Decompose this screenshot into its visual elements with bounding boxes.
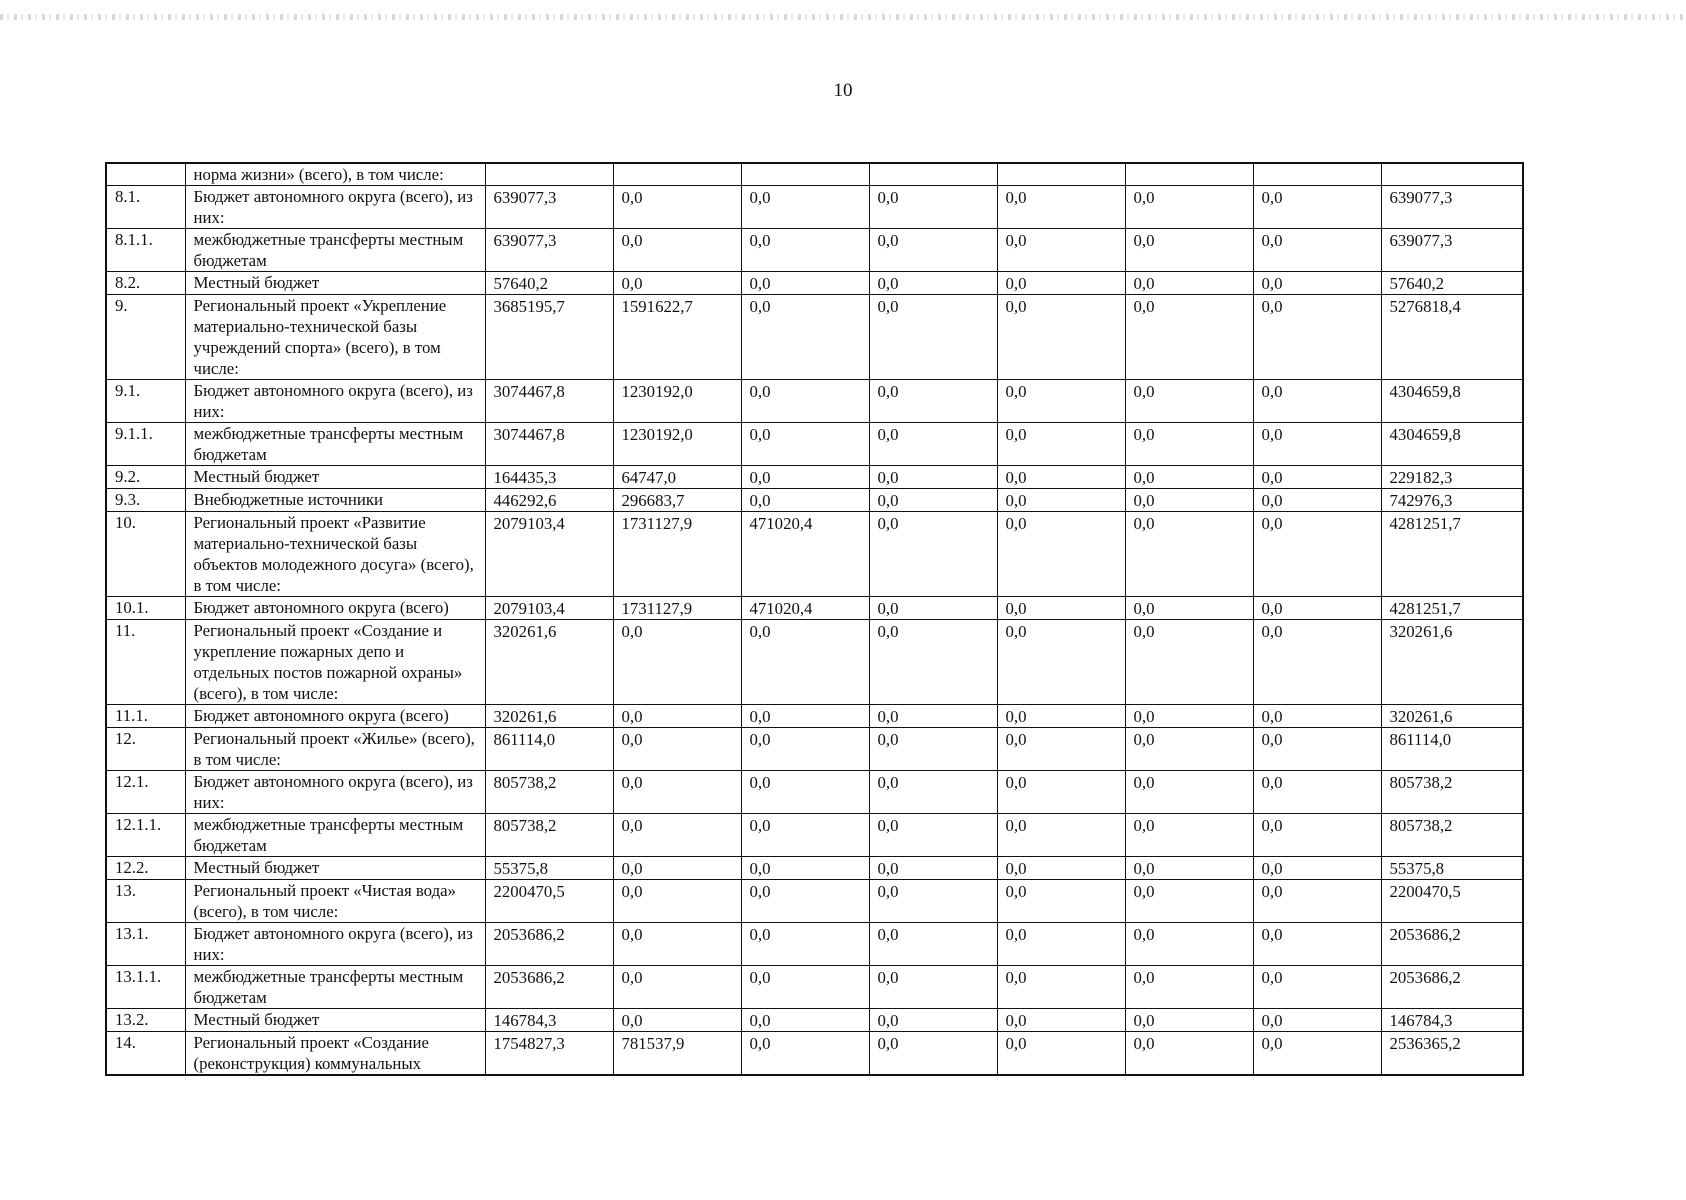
row-name-cell: межбюджетные трансферты местным бюджетам	[185, 966, 485, 1009]
total-value-cell: 639077,3	[1381, 186, 1523, 229]
value-cell: 0,0	[1125, 466, 1253, 489]
value-cell: 0,0	[1125, 857, 1253, 880]
row-number-cell: 9.2.	[106, 466, 185, 489]
value-cell: 0,0	[741, 620, 869, 705]
total-value-cell: 742976,3	[1381, 489, 1523, 512]
total-value-cell: 4304659,8	[1381, 423, 1523, 466]
value-cell: 0,0	[1125, 272, 1253, 295]
value-cell: 0,0	[741, 814, 869, 857]
value-cell: 0,0	[869, 272, 997, 295]
table-row	[106, 597, 1523, 620]
value-cell	[997, 163, 1125, 186]
value-cell: 320261,6	[485, 620, 613, 705]
value-cell: 2079103,4	[485, 512, 613, 597]
value-cell: 0,0	[869, 880, 997, 923]
row-number-cell: 11.	[106, 620, 185, 705]
value-cell: 0,0	[1125, 814, 1253, 857]
value-cell: 0,0	[741, 229, 869, 272]
value-cell: 471020,4	[741, 597, 869, 620]
value-cell: 0,0	[613, 620, 741, 705]
value-cell: 0,0	[613, 814, 741, 857]
value-cell: 0,0	[741, 380, 869, 423]
value-cell: 0,0	[1253, 295, 1381, 380]
value-cell: 0,0	[1253, 771, 1381, 814]
value-cell: 0,0	[869, 512, 997, 597]
total-value-cell: 861114,0	[1381, 728, 1523, 771]
value-cell: 0,0	[741, 423, 869, 466]
row-name-cell: Региональный проект «Создание и укрепление пожарных депо и отдельных постов пожарной охраны» (всего), в том числе:	[185, 620, 485, 705]
value-cell: 805738,2	[485, 814, 613, 857]
row-number-cell: 10.	[106, 512, 185, 597]
value-cell: 0,0	[869, 771, 997, 814]
table-row	[106, 272, 1523, 295]
value-cell: 0,0	[869, 923, 997, 966]
value-cell: 0,0	[869, 489, 997, 512]
value-cell: 0,0	[997, 466, 1125, 489]
value-cell: 0,0	[1125, 880, 1253, 923]
value-cell: 146784,3	[485, 1009, 613, 1032]
value-cell: 0,0	[997, 705, 1125, 728]
row-number-cell: 8.1.1.	[106, 229, 185, 272]
value-cell: 0,0	[869, 186, 997, 229]
value-cell: 0,0	[997, 966, 1125, 1009]
value-cell: 0,0	[1125, 923, 1253, 966]
value-cell: 0,0	[997, 380, 1125, 423]
row-number-cell: 14.	[106, 1032, 185, 1076]
table-row	[106, 857, 1523, 880]
row-number-cell: 13.1.	[106, 923, 185, 966]
value-cell: 639077,3	[485, 186, 613, 229]
row-name-cell: Бюджет автономного округа (всего), из них:	[185, 923, 485, 966]
value-cell: 0,0	[613, 186, 741, 229]
row-number-cell: 12.1.	[106, 771, 185, 814]
value-cell: 0,0	[1125, 1009, 1253, 1032]
row-number-cell: 9.3.	[106, 489, 185, 512]
value-cell: 0,0	[1253, 620, 1381, 705]
value-cell: 0,0	[997, 186, 1125, 229]
value-cell: 55375,8	[485, 857, 613, 880]
value-cell: 0,0	[869, 295, 997, 380]
table-row	[106, 1032, 1523, 1076]
value-cell: 0,0	[869, 466, 997, 489]
row-number-cell: 9.1.1.	[106, 423, 185, 466]
table-row	[106, 163, 1523, 186]
value-cell: 0,0	[997, 295, 1125, 380]
total-value-cell: 805738,2	[1381, 771, 1523, 814]
value-cell: 0,0	[1253, 814, 1381, 857]
value-cell: 0,0	[1125, 728, 1253, 771]
row-name-cell: Бюджет автономного округа (всего), из них:	[185, 380, 485, 423]
row-number-cell	[106, 163, 185, 186]
value-cell: 0,0	[997, 880, 1125, 923]
row-number-cell: 13.	[106, 880, 185, 923]
table-row	[106, 880, 1523, 923]
value-cell: 0,0	[741, 1009, 869, 1032]
value-cell: 0,0	[1125, 295, 1253, 380]
value-cell: 3685195,7	[485, 295, 613, 380]
value-cell: 0,0	[1125, 705, 1253, 728]
row-name-cell: норма жизни» (всего), в том числе:	[185, 163, 485, 186]
value-cell: 296683,7	[613, 489, 741, 512]
value-cell: 0,0	[997, 423, 1125, 466]
value-cell: 164435,3	[485, 466, 613, 489]
total-value-cell: 55375,8	[1381, 857, 1523, 880]
table-row	[106, 423, 1523, 466]
row-name-cell: Местный бюджет	[185, 1009, 485, 1032]
value-cell: 0,0	[997, 814, 1125, 857]
value-cell: 639077,3	[485, 229, 613, 272]
total-value-cell: 320261,6	[1381, 705, 1523, 728]
value-cell: 0,0	[741, 857, 869, 880]
value-cell: 0,0	[1125, 1032, 1253, 1076]
table-row	[106, 966, 1523, 1009]
value-cell: 0,0	[869, 229, 997, 272]
value-cell: 471020,4	[741, 512, 869, 597]
value-cell: 3074467,8	[485, 423, 613, 466]
value-cell: 0,0	[869, 597, 997, 620]
value-cell	[1253, 163, 1381, 186]
value-cell: 0,0	[1125, 186, 1253, 229]
table-row	[106, 186, 1523, 229]
total-value-cell: 2200470,5	[1381, 880, 1523, 923]
row-number-cell: 10.1.	[106, 597, 185, 620]
value-cell: 0,0	[1253, 923, 1381, 966]
row-number-cell: 9.	[106, 295, 185, 380]
value-cell: 805738,2	[485, 771, 613, 814]
value-cell: 0,0	[1253, 597, 1381, 620]
value-cell: 0,0	[613, 272, 741, 295]
value-cell: 0,0	[1253, 229, 1381, 272]
row-name-cell: Региональный проект «Чистая вода» (всего), в том числе:	[185, 880, 485, 923]
value-cell	[485, 163, 613, 186]
value-cell: 0,0	[1125, 597, 1253, 620]
total-value-cell: 4281251,7	[1381, 597, 1523, 620]
total-value-cell: 2536365,2	[1381, 1032, 1523, 1076]
value-cell: 0,0	[613, 857, 741, 880]
value-cell: 0,0	[741, 771, 869, 814]
value-cell: 0,0	[869, 380, 997, 423]
value-cell	[1125, 163, 1253, 186]
table-row	[106, 771, 1523, 814]
table-row	[106, 229, 1523, 272]
value-cell: 0,0	[869, 705, 997, 728]
value-cell: 0,0	[741, 186, 869, 229]
value-cell: 0,0	[869, 857, 997, 880]
total-value-cell	[1381, 163, 1523, 186]
row-name-cell: Региональный проект «Жилье» (всего), в том числе:	[185, 728, 485, 771]
row-number-cell: 11.1.	[106, 705, 185, 728]
value-cell: 2053686,2	[485, 923, 613, 966]
value-cell: 0,0	[613, 728, 741, 771]
value-cell: 0,0	[1253, 1032, 1381, 1076]
table-row	[106, 512, 1523, 597]
row-name-cell: Местный бюджет	[185, 466, 485, 489]
value-cell: 0,0	[1253, 380, 1381, 423]
value-cell: 1230192,0	[613, 380, 741, 423]
value-cell: 0,0	[613, 229, 741, 272]
total-value-cell: 2053686,2	[1381, 923, 1523, 966]
total-value-cell: 57640,2	[1381, 272, 1523, 295]
value-cell: 0,0	[741, 923, 869, 966]
value-cell: 0,0	[741, 489, 869, 512]
table-row	[106, 705, 1523, 728]
value-cell: 0,0	[997, 512, 1125, 597]
value-cell: 2053686,2	[485, 966, 613, 1009]
value-cell: 0,0	[869, 728, 997, 771]
budget-table-container	[105, 162, 1522, 1076]
value-cell: 1754827,3	[485, 1032, 613, 1076]
value-cell: 0,0	[741, 880, 869, 923]
value-cell: 0,0	[997, 229, 1125, 272]
total-value-cell: 805738,2	[1381, 814, 1523, 857]
value-cell: 0,0	[741, 272, 869, 295]
value-cell: 0,0	[997, 1032, 1125, 1076]
value-cell: 0,0	[1253, 705, 1381, 728]
value-cell: 0,0	[1253, 272, 1381, 295]
row-name-cell: Региональный проект «Укрепление материально-технической базы учреждений спорта» (всего), в том числе:	[185, 295, 485, 380]
row-name-cell: Внебюджетные источники	[185, 489, 485, 512]
value-cell: 1731127,9	[613, 597, 741, 620]
value-cell: 446292,6	[485, 489, 613, 512]
row-name-cell: Региональный проект «Создание (реконструкция) коммунальных	[185, 1032, 485, 1076]
value-cell: 2079103,4	[485, 597, 613, 620]
table-row	[106, 466, 1523, 489]
value-cell: 0,0	[997, 1009, 1125, 1032]
value-cell: 0,0	[869, 1032, 997, 1076]
value-cell: 0,0	[1125, 423, 1253, 466]
value-cell: 0,0	[613, 923, 741, 966]
table-row	[106, 814, 1523, 857]
value-cell	[869, 163, 997, 186]
row-number-cell: 9.1.	[106, 380, 185, 423]
value-cell: 0,0	[1253, 489, 1381, 512]
table-row	[106, 1009, 1523, 1032]
row-name-cell: Бюджет автономного округа (всего)	[185, 705, 485, 728]
table-row	[106, 620, 1523, 705]
value-cell: 3074467,8	[485, 380, 613, 423]
total-value-cell: 146784,3	[1381, 1009, 1523, 1032]
row-number-cell: 12.2.	[106, 857, 185, 880]
value-cell: 0,0	[997, 597, 1125, 620]
page-number: 10	[833, 80, 853, 101]
value-cell: 0,0	[1125, 966, 1253, 1009]
row-number-cell: 8.2.	[106, 272, 185, 295]
total-value-cell: 2053686,2	[1381, 966, 1523, 1009]
value-cell: 861114,0	[485, 728, 613, 771]
table-body	[106, 163, 1523, 1075]
row-name-cell: Бюджет автономного округа (всего), из них:	[185, 771, 485, 814]
scan-edge-artifact	[0, 14, 1686, 20]
value-cell: 0,0	[1253, 728, 1381, 771]
value-cell: 0,0	[741, 466, 869, 489]
row-number-cell: 8.1.	[106, 186, 185, 229]
row-name-cell: Местный бюджет	[185, 857, 485, 880]
value-cell: 0,0	[741, 728, 869, 771]
value-cell: 0,0	[613, 771, 741, 814]
value-cell: 64747,0	[613, 466, 741, 489]
table-row	[106, 489, 1523, 512]
row-number-cell: 12.1.1.	[106, 814, 185, 857]
table-row	[106, 728, 1523, 771]
value-cell: 0,0	[1125, 512, 1253, 597]
value-cell: 0,0	[1253, 512, 1381, 597]
row-name-cell: Бюджет автономного округа (всего), из них:	[185, 186, 485, 229]
value-cell	[741, 163, 869, 186]
value-cell: 0,0	[997, 489, 1125, 512]
value-cell: 0,0	[1253, 966, 1381, 1009]
value-cell: 0,0	[613, 1009, 741, 1032]
row-name-cell: межбюджетные трансферты местным бюджетам	[185, 423, 485, 466]
value-cell: 0,0	[741, 966, 869, 1009]
value-cell: 0,0	[1253, 423, 1381, 466]
total-value-cell: 229182,3	[1381, 466, 1523, 489]
value-cell: 0,0	[613, 880, 741, 923]
value-cell: 0,0	[1253, 880, 1381, 923]
value-cell: 0,0	[741, 705, 869, 728]
value-cell: 0,0	[1253, 857, 1381, 880]
total-value-cell: 4304659,8	[1381, 380, 1523, 423]
table-row	[106, 295, 1523, 380]
value-cell: 1731127,9	[613, 512, 741, 597]
value-cell: 0,0	[869, 814, 997, 857]
value-cell: 0,0	[1253, 466, 1381, 489]
value-cell: 0,0	[997, 620, 1125, 705]
value-cell	[613, 163, 741, 186]
value-cell: 57640,2	[485, 272, 613, 295]
value-cell: 0,0	[997, 728, 1125, 771]
value-cell: 0,0	[997, 272, 1125, 295]
value-cell: 0,0	[1125, 489, 1253, 512]
total-value-cell: 4281251,7	[1381, 512, 1523, 597]
total-value-cell: 639077,3	[1381, 229, 1523, 272]
table-row	[106, 923, 1523, 966]
value-cell: 0,0	[997, 857, 1125, 880]
value-cell: 0,0	[869, 423, 997, 466]
total-value-cell: 5276818,4	[1381, 295, 1523, 380]
row-name-cell: межбюджетные трансферты местным бюджетам	[185, 814, 485, 857]
value-cell: 0,0	[869, 1009, 997, 1032]
value-cell: 1591622,7	[613, 295, 741, 380]
value-cell: 0,0	[1125, 380, 1253, 423]
row-number-cell: 13.1.1.	[106, 966, 185, 1009]
row-name-cell: межбюджетные трансферты местным бюджетам	[185, 229, 485, 272]
value-cell: 0,0	[1253, 1009, 1381, 1032]
value-cell: 320261,6	[485, 705, 613, 728]
value-cell: 0,0	[613, 966, 741, 1009]
value-cell: 781537,9	[613, 1032, 741, 1076]
value-cell: 0,0	[1125, 229, 1253, 272]
value-cell: 0,0	[1125, 771, 1253, 814]
value-cell: 0,0	[741, 295, 869, 380]
row-number-cell: 12.	[106, 728, 185, 771]
value-cell: 0,0	[613, 705, 741, 728]
row-name-cell: Бюджет автономного округа (всего)	[185, 597, 485, 620]
row-number-cell: 13.2.	[106, 1009, 185, 1032]
budget-table	[105, 162, 1524, 1076]
value-cell: 2200470,5	[485, 880, 613, 923]
value-cell: 1230192,0	[613, 423, 741, 466]
value-cell: 0,0	[997, 771, 1125, 814]
total-value-cell: 320261,6	[1381, 620, 1523, 705]
value-cell: 0,0	[741, 1032, 869, 1076]
value-cell: 0,0	[1253, 186, 1381, 229]
value-cell: 0,0	[1125, 620, 1253, 705]
table-row	[106, 380, 1523, 423]
value-cell: 0,0	[869, 620, 997, 705]
value-cell: 0,0	[869, 966, 997, 1009]
row-name-cell: Местный бюджет	[185, 272, 485, 295]
row-name-cell: Региональный проект «Развитие материально-технической базы объектов молодежного досуга» (всего), в том числе:	[185, 512, 485, 597]
value-cell: 0,0	[997, 923, 1125, 966]
